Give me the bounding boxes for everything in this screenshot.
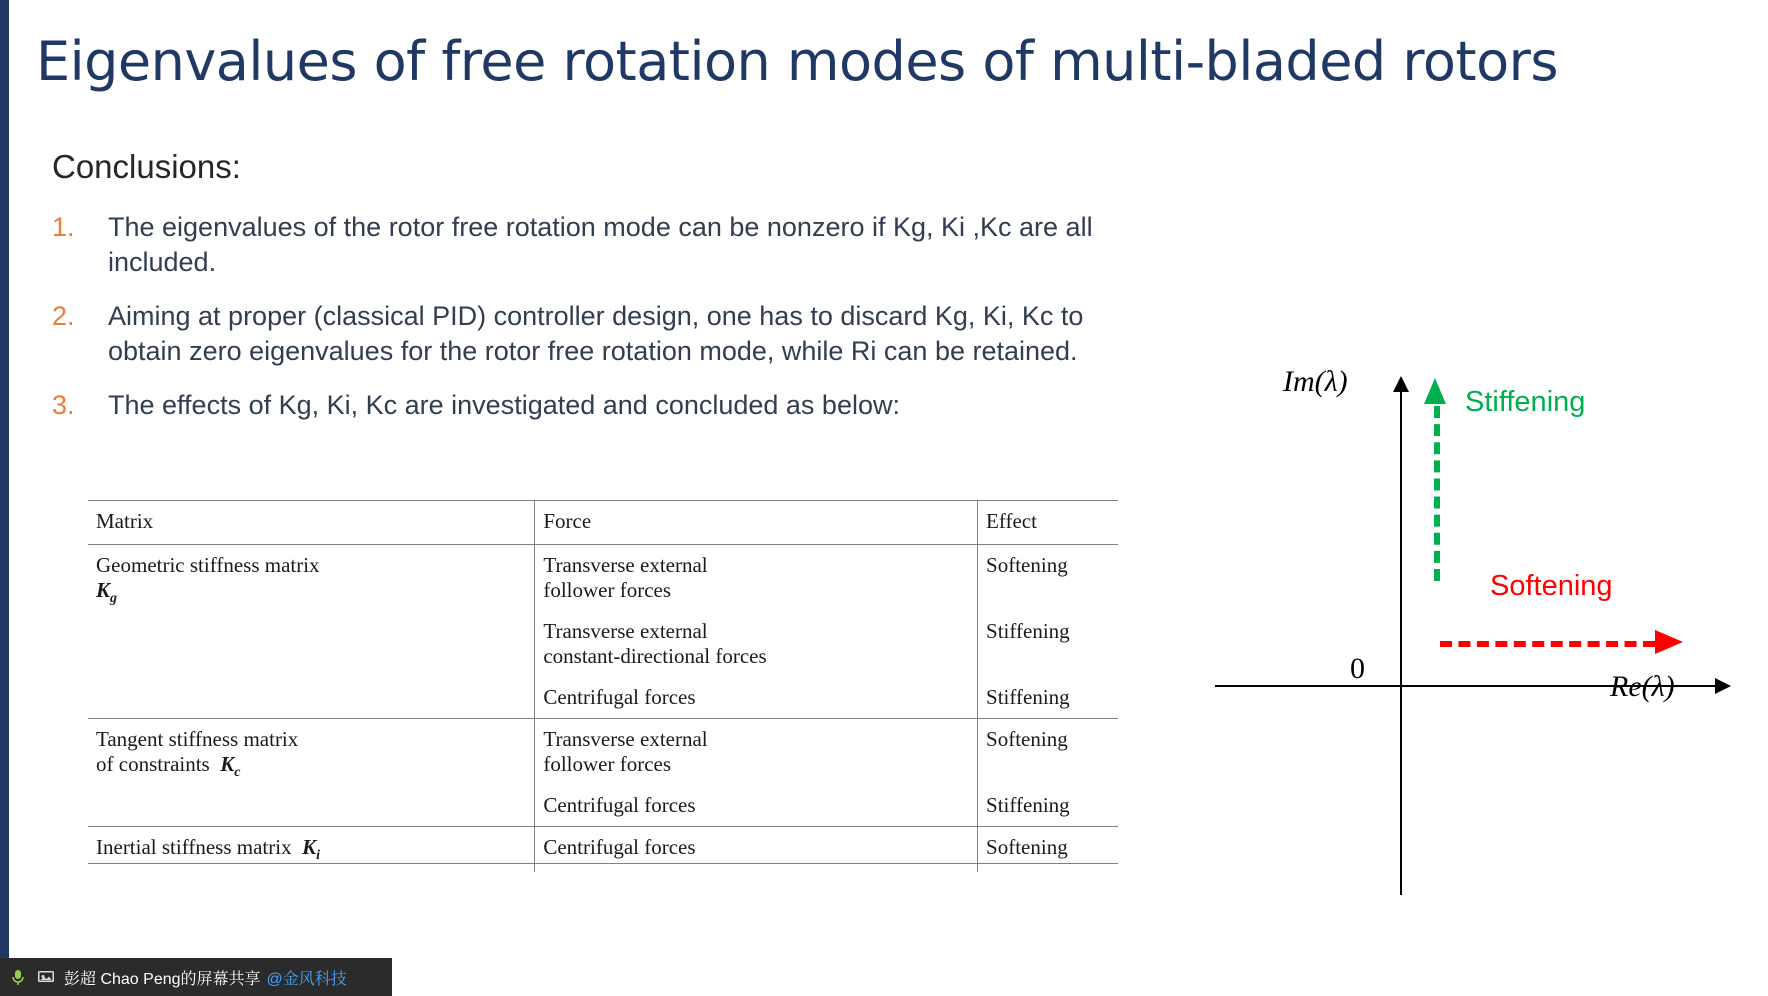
table-cell-force [535,611,978,677]
table-cell-matrix [88,545,535,719]
table-row [88,719,1118,786]
list-item-text: Aiming at proper (classical PID) controller design, one has to discard Kg, Ki, Kc to obtain zero eigenvalues for the rotor free rotation mode, while Ri can be retained. [108,301,1084,366]
page-title: Eigenvalues of free rotation modes of multi-bladed rotors [36,30,1558,93]
table-cell-force [535,827,978,873]
conclusions-list [52,210,1112,443]
screen-share-bar[interactable] [0,958,392,996]
stiffening-label: Stiffening [1465,386,1586,418]
table-cell-force [535,785,978,827]
table-header-effect: Effect [978,501,1118,545]
force-line: Centrifugal forces [543,793,696,817]
softening-arrow-icon [1655,630,1683,654]
list-item-number: 2. [52,301,75,332]
table-header-row [88,501,1118,545]
table-row [88,827,1118,873]
imaginary-axis-label: Im(λ) [1283,365,1348,398]
list-item [52,299,1112,368]
imaginary-axis [1400,390,1402,895]
softening-dashed-line [1440,641,1655,647]
force-line: Centrifugal forces [543,835,696,859]
table-bottom-rule [88,863,1118,864]
table-cell-force [535,545,978,612]
force-line: Centrifugal forces [543,685,696,709]
softening-label: Softening [1490,570,1613,602]
table-cell-effect: Softening [978,545,1118,612]
matrix-name-line: Tangent stiffness matrix [96,727,299,751]
real-axis-arrow-icon [1715,678,1731,694]
list-item-text: The effects of Kg, Ki, Kc are investigated and concluded as below: [108,390,900,421]
stiffening-arrow-icon [1424,378,1446,404]
conclusions-heading: Conclusions: [52,148,241,185]
matrix-name-line: Geometric stiffness matrix [96,553,320,577]
table-cell-effect: Stiffening [978,677,1118,719]
force-line: follower forces [543,752,672,776]
table-cell-force [535,677,978,719]
share-owner-label: 彭超 Chao Peng的屏幕共享 [64,970,261,988]
list-item-number: 1. [52,212,75,242]
effects-table [88,500,1118,872]
table-cell-effect: Softening [978,827,1118,873]
table-cell-matrix: Inertial stiffness matrix $K_i$ [88,827,535,873]
force-line: constant-directional forces [543,644,767,668]
force-line: Transverse external [543,619,708,643]
complex-plane-diagram [1215,365,1745,890]
list-item [52,388,1112,423]
origin-label: 0 [1350,652,1365,685]
list-item-number: 3. [52,390,75,421]
left-accent-bar [0,0,9,996]
real-axis-label: Re(λ) [1610,670,1675,703]
force-line: Transverse external [543,553,708,577]
matrix-name-line: of constraints $K_c$ [96,752,241,781]
imaginary-axis-arrow-icon [1393,376,1409,392]
stiffening-dashed-line [1434,406,1440,581]
table-header-force: Force [535,501,978,545]
table-row [88,545,1118,612]
table-cell-force [535,719,978,786]
force-line: Transverse external [543,727,708,751]
microphone-icon[interactable] [8,967,28,987]
table-cell-matrix [88,719,535,827]
table-cell-effect: Stiffening [978,611,1118,677]
table-cell-effect: Softening [978,719,1118,786]
force-line: follower forces [543,578,672,602]
list-item-text: The eigenvalues of the rotor free rotation mode can be nonzero if Kg, Ki ,Kc are all included. [108,212,1093,277]
share-org-tag: @金风科技 [266,970,347,988]
table-header-matrix: Matrix [88,501,535,545]
table-cell-effect: Stiffening [978,785,1118,827]
matrix-symbol: $K_g$ [96,578,118,607]
screen-share-icon[interactable] [36,967,56,987]
list-item [52,210,1112,279]
